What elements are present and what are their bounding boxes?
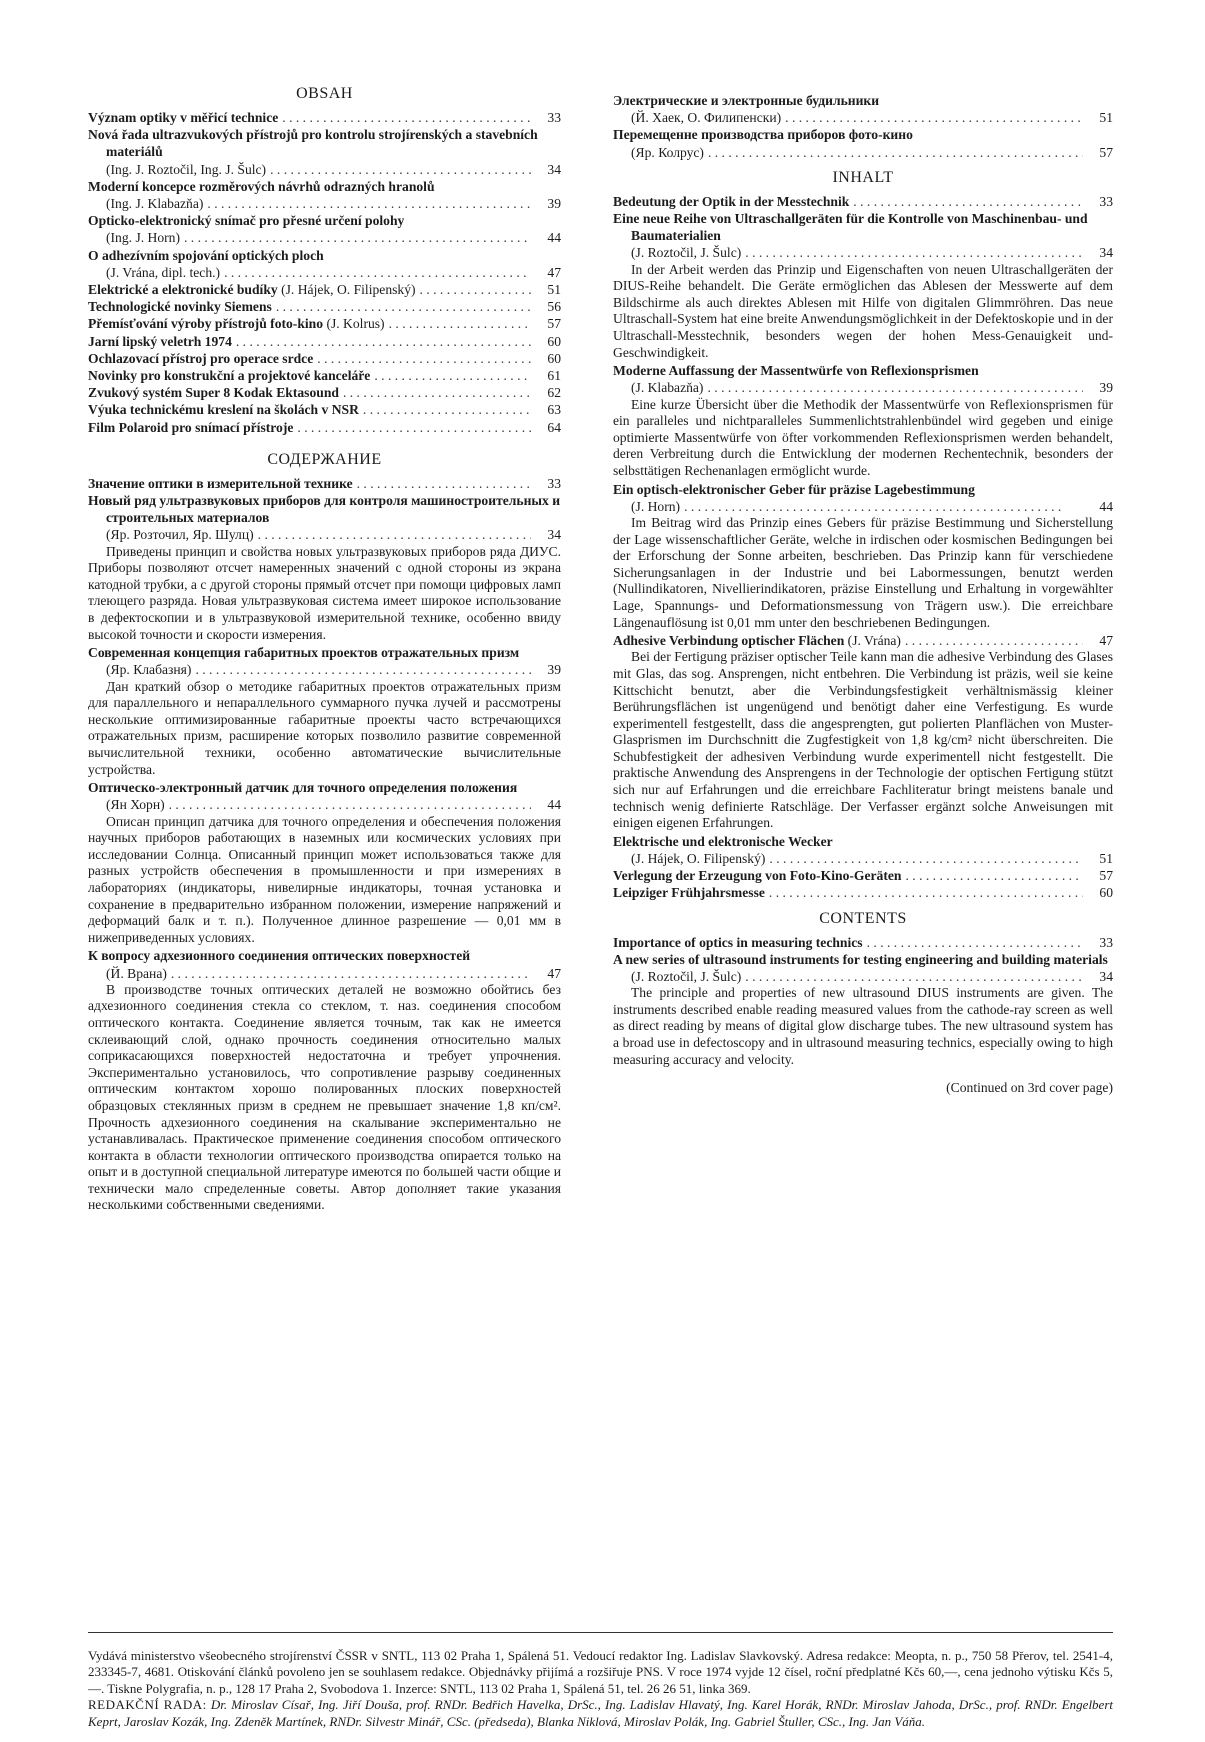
imprint-text: Vydává ministerstvo všeobecného strojírenství ČSSR v SNTL, 113 02 Praha 1, Spálená 51. Vedoucí redaktor Ing. Ladislav Slavkovský. Adresa redakce: Meopta, n. p., 750 58 Přerov, tel. 2541-4, 233345-7, 4681. Otiskování článků povoleno jen se souhlasem redakce. Objednávky přijímá a rozšiřuje PNS. V roce 1974 vyjde 12 čísel, roční předplatné Kčs 60,—, cena jednoho výtisku Kčs 5,—. Tiskne Polygrafia, n. p., 128 17 Praha 2, Svobodova 1. Inzerce: SNTL, 113 02 Praha 1, Spálená 51, tel. 26 26 51, linka 369. xyxy=(88,1648,1113,1696)
editorial-board-members: Dr. Miroslav Císař, Ing. Jiří Douša, prof. RNDr. Bedřich Havelka, DrSc., Ing. Ladislav Hlavatý, Ing. Karel Horák, RNDr. Miroslav Jahoda, DrSc., prof. RNDr. Engelbert Keprt, Jaroslav Kozák, Ing. Zdeněk Martínek, RNDr. Silvestr Minář, CSc. (předseda), Blanka Niklová, Miroslav Polák, Ing. Gabriel Štuller, CSc., Ing. Jan Váňa. xyxy=(88,1697,1113,1729)
obsah-entry[interactable]: Zvukový systém Super 8 Kodak Ektasound . . . 62 xyxy=(88,384,561,401)
continued-note: (Continued on 3rd cover page) xyxy=(946,1080,1113,1096)
soderzhanie-entry[interactable]: Новый ряд ультразвуковых приборов для контроля машиностроительных и строительных материалов xyxy=(88,493,561,526)
obsah-entry[interactable]: Jarní lipský veletrh 1974 . . . 60 xyxy=(88,333,561,350)
obsah-entry[interactable]: Přemísťování výroby přístrojů foto-kino (J. Kolrus) . . . 57 xyxy=(88,315,561,332)
soderzhanie-entry[interactable]: Современная концепция габаритных проектов отражательных призм xyxy=(88,645,520,661)
inhalt-entry-cont: (J. Roztočil, J. Šulc) . . . 34 xyxy=(613,244,1113,261)
obsah-entry-cont: (Ing. J. Roztočil, Ing. J. Šulc) . . . 34 xyxy=(88,161,561,178)
contents-abstract: The principle and properties of new ultrasound DIUS instruments are given. The instruments described enable reading measured values from the cathode-ray screen as well as direct reading by means of digital glow discharge tubes. The new ultrasound system has a broad use in defectoscopy and in ultrasound measuring technics, especially owing to high measuring accuracy and velocity. xyxy=(613,985,1113,1067)
inhalt-entry-cont: (J. Hájek, O. Filipenský) . . . 51 xyxy=(613,850,1113,867)
soderzhanie-entry[interactable]: Оптическо-электронный датчик для точного определения положения xyxy=(88,780,518,796)
soderzhanie-heading: СОДЕРЖАНИЕ xyxy=(267,450,382,468)
soderzhanie-abstract: В производстве точных оптических деталей не возможно обойтись без адхезионного соединения стекла со стеклом, т. наз. соединения способом оптического контакта. Соединение является точным, так как не имеется склеивающий слой, однако прочность соединения относительно малых соприкасающихся поверхностей недостаточна и требует упрочнения. Экспериментально установилось, что сопротивление разрыву соединенных оптическим контактом хорошо полированных плоских поверхностей образцовых стеклянных призм в среднем не превышает значение 1,8 кп/см². Прочность адхезионного соединения на скалывание экспериментально не устанавливалась. Практическое применение соединения способом оптического контакта в области технологии оптического производства опирается только на опыт и в доступной специальной литературе имеются по большей части общие и технически мало спределенные советы. Автор дополняет такие указания несколькими собственными сведениями. xyxy=(88,981,561,1213)
obsah-entry[interactable]: Moderní koncepce rozměrových návrhů odrazných hranolů xyxy=(88,178,435,194)
obsah-entry-cont: (Ing. J. Klabazňa) . . . 39 xyxy=(88,195,561,212)
obsah-entry[interactable]: Elektrické a elektronické budíky (J. Hájek, O. Filipenský) . . . 51 xyxy=(88,281,561,298)
inhalt-entry[interactable]: Leipziger Frühjahrsmesse . . . 60 xyxy=(613,884,1113,901)
obsah-entry-cont: (J. Vrána, dipl. tech.) . . . 47 xyxy=(88,264,561,281)
footer-divider xyxy=(88,1632,1113,1633)
soderzhanie-entry-cont: (Й. Врана) . . . 47 xyxy=(88,965,561,982)
soderzhanie-abstract: Описан принцип датчика для точного определения и обеспечения положения научных приборов работающих в наземных или космических условиях при исследовании Солнца. Описанный принцип может использоваться также для разных устройств обеспечения в промышленности и при измерениях в лабораториях (индикаторы, нивелирные индикаторы, точная установка и сохранение в предварительно избранном положении, измерение напряжений и деформаций балк и т. п.). Полученное длинное разрешение — 0,01 мм в нижеприведенных условиях. xyxy=(88,813,561,945)
inhalt-abstract: Eine kurze Übersicht über die Methodik der Massentwürfe von Reflexionsprismen für ein paralleles und nichtparalleles Summenlichtstrahlenbündel wird gegeben und einige optimierte Massentwürfe von öfter vorkommenden Reflexionsprismen werden behandelt, deren Verbreitung durch die Entwicklung der modernen Rechentechnik, besonders der selbsttätigen Rechenanlagen ermöglicht wurde. xyxy=(613,396,1113,478)
soderzhanie-entry[interactable]: Значение оптики в измерительной технике . . . 33 xyxy=(88,475,561,492)
obsah-entry[interactable]: Opticko-elektronický snímač pro přesné určení polohy xyxy=(88,213,405,229)
inhalt-entry[interactable]: Elektrische und elektronische Wecker xyxy=(613,833,833,849)
obsah-entry[interactable]: Nová řada ultrazvukových přístrojů pro kontrolu strojírenských a stavebních materiálů xyxy=(88,127,538,160)
inhalt-entry-cont: (J. Horn) . . . 44 xyxy=(613,498,1113,515)
soderzhanie-entry-cont: (Яр. Клабазня) . . . 39 xyxy=(88,661,561,678)
soderzhanie-entry[interactable]: Перемещенне производства приборов фото-кино xyxy=(613,127,913,143)
inhalt-list xyxy=(613,193,1113,902)
contents-list xyxy=(613,934,1113,1069)
soderzhanie-entry-cont: (Яр. Розточил, Яр. Шулц) . . . 34 xyxy=(88,526,561,543)
contents-entry-cont: (J. Roztočil, J. Šulc) . . . 34 xyxy=(613,968,1113,985)
inhalt-abstract: Im Beitrag wird das Prinzip eines Gebers für präzise Bestimmung und Sicherstellung der Lage wissenschaftlicher Geräte, welche in irdischen oder kosmischen Bedingungen bei der Erforschung der Sonne arbeiten, beschrieben. Das Prinzip kann für verschiedene Sicherungsanlagen in der Industrie und bei Labormessungen, benutzt werden (Nullindikatoren, Nivellierindikatoren, präzise Einstellung und Erhaltung in vorgewählter Lage, Spannungs- und Deformationsmessung von Trägern usw.). Die erreichbare Längenauflösung ist 0,01 mm unter den beschriebenen Bedingungen. xyxy=(613,514,1113,630)
obsah-entry[interactable]: Výuka technickému kreslení na školách v NSR . . . 63 xyxy=(88,401,561,418)
imprint xyxy=(88,1648,1113,1730)
obsah-entry-cont: (Ing. J. Horn) . . . 44 xyxy=(88,229,561,246)
obsah-entry[interactable]: Ochlazovací přístroj pro operace srdce . . . 60 xyxy=(88,350,561,367)
obsah-entry[interactable]: Význam optiky v měřicí technice . . . 33 xyxy=(88,109,561,126)
soderzhanie-entry[interactable]: К вопросу адхезионного соединения оптических поверхностей xyxy=(88,948,471,964)
inhalt-abstract: In der Arbeit werden das Prinzip und Eigenschaften von neuen Ultraschallgeräten der DIUS-Reihe behandelt. Die Geräte ermöglichen das Ablesen der Messwerte auf dem Bildschirme als auch direktes Ablesen mit Hilfe von digitalen Glimmröhren. Das neue Ultraschall-System hat eine breite Anwendungsmöglichkeit in der Defektoskopie und in der Ultraschall-Messtechnik, besonders wegen der hohen Mess-Genauigkeit und- Geschwindigkeit. xyxy=(613,261,1113,360)
inhalt-entry[interactable]: Eine neue Reihe von Ultraschallgeräten für die Kontrolle von Maschinenbau- und Baumaterialien xyxy=(613,211,1088,244)
soderzhanie-entry[interactable]: Электрические и электронные будильники xyxy=(613,93,880,108)
inhalt-entry[interactable]: Moderne Auffassung der Massentwürfe von Reflexionsprismen xyxy=(613,363,979,379)
obsah-entry[interactable]: Technologické novinky Siemens . . . 56 xyxy=(88,298,561,315)
contents-heading: CONTENTS xyxy=(819,909,907,927)
obsah-list xyxy=(88,109,561,436)
contents-entry[interactable]: Importance of optics in measuring technics . . . 33 xyxy=(613,934,1113,951)
soderzhanie-abstract: Дан краткий обзор о методике габаритных проектов отражательных призм для параллельного и непараллельного суммарного пучка лучей и рассмотрены несколькие оптимизированные габаритные проекты часто встречающихся отражательных призм, расширение которых позволило развитие современной вычислительной техники, особенно автоматические вычислительные устройства. xyxy=(88,678,561,777)
soderzhanie-abstract: Приведены принцип и свойства новых ультразвуковых приборов ряда ДИУС. Приборы позволяют отсчет намеренных значений с одной стороны из экрана катодной трубки, а с другой стороны прямый отсчет при помощи цифровых ламп тлеющего разряда. Новая ультразвуковая система имеет широкое использование в дефектоскопии и в ультразвуковой измерительной технике, особенно ввиду высокой точности и скорости измерения. xyxy=(88,543,561,642)
inhalt-entry[interactable]: Verlegung der Erzeugung von Foto-Kino-Geräten . . . 57 xyxy=(613,867,1113,884)
soderzhanie-entry-cont: (Яр. Колрус) . . . 57 xyxy=(613,144,1113,161)
inhalt-heading: INHALT xyxy=(832,168,894,186)
inhalt-abstract: Bei der Fertigung präziser optischer Teile kann man die adhesive Verbindung des Glases mit Glas, das sog. Ansprengen, nicht entbehren. Die Verbindung ist präzis, weil sie keine Kittschicht benutzt, aber die Verbindungsfestigkeit verhältnismässig kleiner Berührungsflächen ist ungenügend und benötigt daher eine Verfestigung. Es wurde experimentell festgestellt, dass die angesprengten, gut polierten Planflächen von Muster-Glasprismen im Durchschnitt die Zugfestigkeit von 1,8 kg/cm² nicht überschreiten. Die Schubfestigkeit der adhesiven Verbindung wurde experimentell nicht festgestellt. Die praktische Anwendung des Ansprengens in der Technologie der optischen Fertigung stützt sich nur auf Erfahrungen und die erreichbare Fachliteratur bringt meistens banale und technisch wenig definierte Ratschläge. Der Verfasser ergänzt solche Anweisungen mit einigen eigenen Erfahrungen. xyxy=(613,649,1113,831)
inhalt-entry[interactable]: Adhesive Verbindung optischer Flächen (J. Vrána) . . . 47 xyxy=(613,632,1113,649)
obsah-heading: OBSAH xyxy=(296,85,353,102)
right-column xyxy=(613,92,1113,1096)
soderzhanie-entry-cont: (Ян Хорн) . . . 44 xyxy=(88,796,561,813)
obsah-entry[interactable]: O adhezívním spojování optických ploch xyxy=(88,247,324,263)
soderzhanie-list xyxy=(88,475,561,1214)
inhalt-entry[interactable]: Bedeutung der Optik in der Messtechnik . . . 33 xyxy=(613,193,1113,210)
soderzhanie-list-cont xyxy=(613,92,1113,161)
soderzhanie-entry-cont: (Й. Хаек, О. Филипенски) . . . 51 xyxy=(613,109,1113,126)
contents-entry[interactable]: A new series of ultrasound instruments for testing engineering and building materials xyxy=(613,951,1108,967)
inhalt-entry-cont: (J. Klabazňa) . . . 39 xyxy=(613,379,1113,396)
obsah-entry[interactable]: Novinky pro konstrukční a projektové kanceláře . . . 61 xyxy=(88,367,561,384)
left-column xyxy=(88,84,561,1215)
inhalt-entry[interactable]: Ein optisch-elektronischer Geber für präzise Lagebestimmung xyxy=(613,481,975,497)
obsah-entry[interactable]: Film Polaroid pro snímací přístroje . . . 64 xyxy=(88,419,561,436)
editorial-board-label: REDAKČNÍ RADA: xyxy=(88,1697,207,1713)
editorial-board xyxy=(88,1697,1113,1730)
